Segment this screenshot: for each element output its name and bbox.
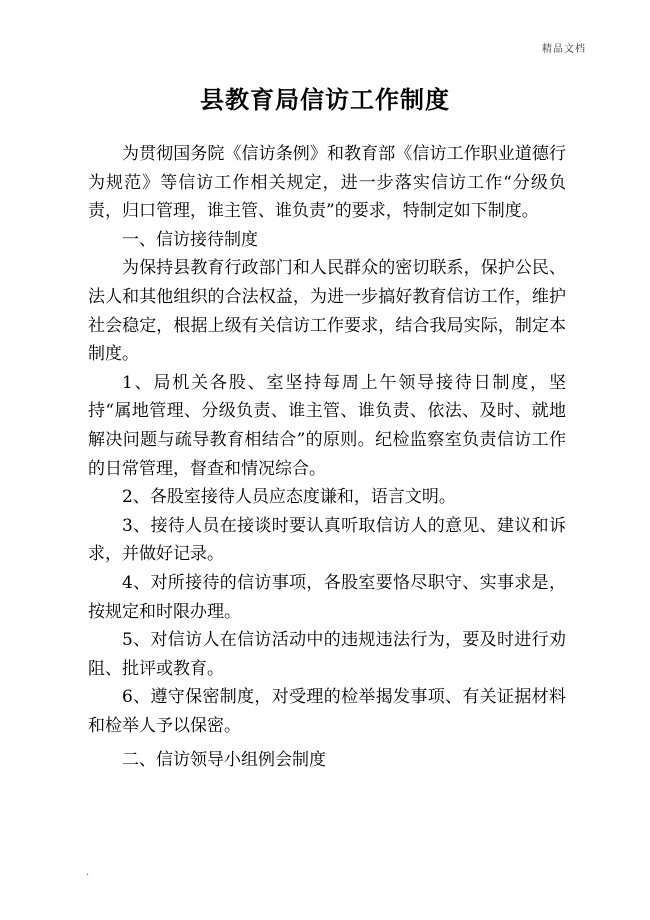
rule-item-3: 3、接待人员在接谈时要认真听取信访人的意见、建议和诉求，并做好记录。 [88, 515, 566, 565]
document-title: 县教育局信访工作制度 [200, 86, 450, 114]
header-watermark: 精品文档 [542, 44, 586, 55]
document-body [88, 140, 566, 775]
rule-item-6: 6、遵守保密制度，对受理的检举揭发事项、有关证据材料和检举人予以保密。 [88, 687, 566, 736]
rule-item-5: 5、对信访人在信访活动中的违规违法行为，要及时进行劝阻、批评或教育。 [88, 630, 566, 679]
section-intro-paragraph: 为保持县教育行政部门和人民群众的密切联系，保护公民、法人和其他组织的合法权益，为进一步搞好教育信访工作，维护社会稳定，根据上级有关信访工作要求，结合我局实际，制定本制度。 [88, 258, 566, 365]
section-heading-reception: 一、信访接待制度 [122, 229, 258, 250]
footer-mark: . [86, 867, 90, 878]
rule-item-1: 1、局机关各股、室坚持每周上午领导接待日制度，坚持“属地管理、分级负责、谁主管、谁负责、依法、及时、就地解决问题与疏导教育相结合”的原则。纪检监察室负责信访工作的日常管理，督查和情况综合。 [88, 372, 566, 479]
rule-item-2: 2、各股室接待人员应态度谦和，语言文明。 [122, 487, 456, 508]
rule-item-4: 4、对所接待的信访事项，各股室要恪尽职守、实事求是，按规定和时限办理。 [88, 572, 566, 622]
intro-paragraph: 为贯彻国务院《信访条例》和教育部《信访工作职业道德行为规范》等信访工作相关规定，进一步落实信访工作“分级负责，归口管理，谁主管、谁负责”的要求，特制定如下制度。 [88, 144, 566, 222]
section-heading-meeting: 二、信访领导小组例会制度 [122, 750, 326, 771]
